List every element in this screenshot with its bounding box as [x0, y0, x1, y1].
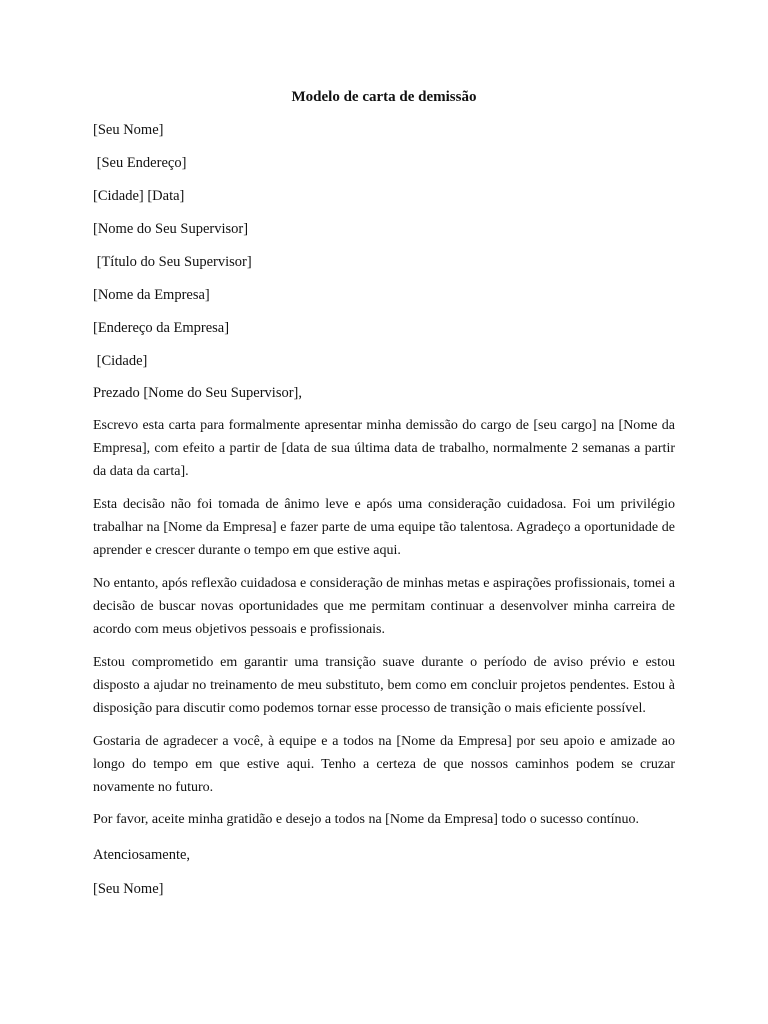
supervisor-title: [Título do Seu Supervisor]	[93, 254, 252, 270]
salutation: Prezado [Nome do Seu Supervisor],	[93, 385, 302, 401]
paragraph-1: Escrevo esta carta para formalmente apresentar minha demissão do cargo de [seu cargo] na [Nome da Empresa], com efeito a partir de [data de sua última data de trabalho, normalmente 2 semanas a partir da data da carta].	[93, 418, 675, 479]
sender-name: [Seu Nome]	[93, 122, 164, 138]
company-city: [Cidade]	[93, 353, 148, 369]
document-title: Modelo de carta de demissão	[291, 89, 477, 105]
city-date: [Cidade] [Data]	[93, 188, 185, 204]
supervisor-name: [Nome do Seu Supervisor]	[93, 221, 249, 237]
paragraph-3: No entanto, após reflexão cuidadosa e consideração de minhas metas e aspirações profissionais, tomei a decisão de buscar novas oportunidades que me permitam continuar a desenvolver minha carreira de acordo com meus objetivos pessoais e profissionais.	[93, 576, 675, 637]
closing: Atenciosamente,	[93, 847, 191, 863]
company-name: [Nome da Empresa]	[93, 287, 210, 303]
paragraph-5: Gostaria de agradecer a você, à equipe e a todos na [Nome da Empresa] por seu apoio e amizade ao longo do tempo em que estive aqui. Tenho a certeza de que nossos caminhos podem se cruzar novamente no futuro.	[93, 734, 675, 795]
paragraph-2: Esta decisão não foi tomada de ânimo leve e após uma consideração cuidadosa. Foi um privilégio trabalhar na [Nome da Empresa] e fazer parte de uma equipe tão talentosa. Agradeço a oportunidade de aprender e crescer durante o tempo em que estive aqui.	[93, 497, 675, 558]
company-address: [Endereço da Empresa]	[93, 320, 230, 336]
signature: [Seu Nome]	[93, 881, 164, 897]
paragraph-6: Por favor, aceite minha gratidão e desejo a todos na [Nome da Empresa] todo o sucesso contínuo.	[93, 812, 640, 827]
paragraph-4: Estou comprometido em garantir uma transição suave durante o período de aviso prévio e estou disposto a ajudar no treinamento de meu substituto, bem como em concluir projetos pendentes. Estou à disposição para discutir como podemos tornar esse processo de transição o mais eficiente possível.	[93, 655, 675, 716]
sender-address: [Seu Endereço]	[93, 155, 187, 171]
